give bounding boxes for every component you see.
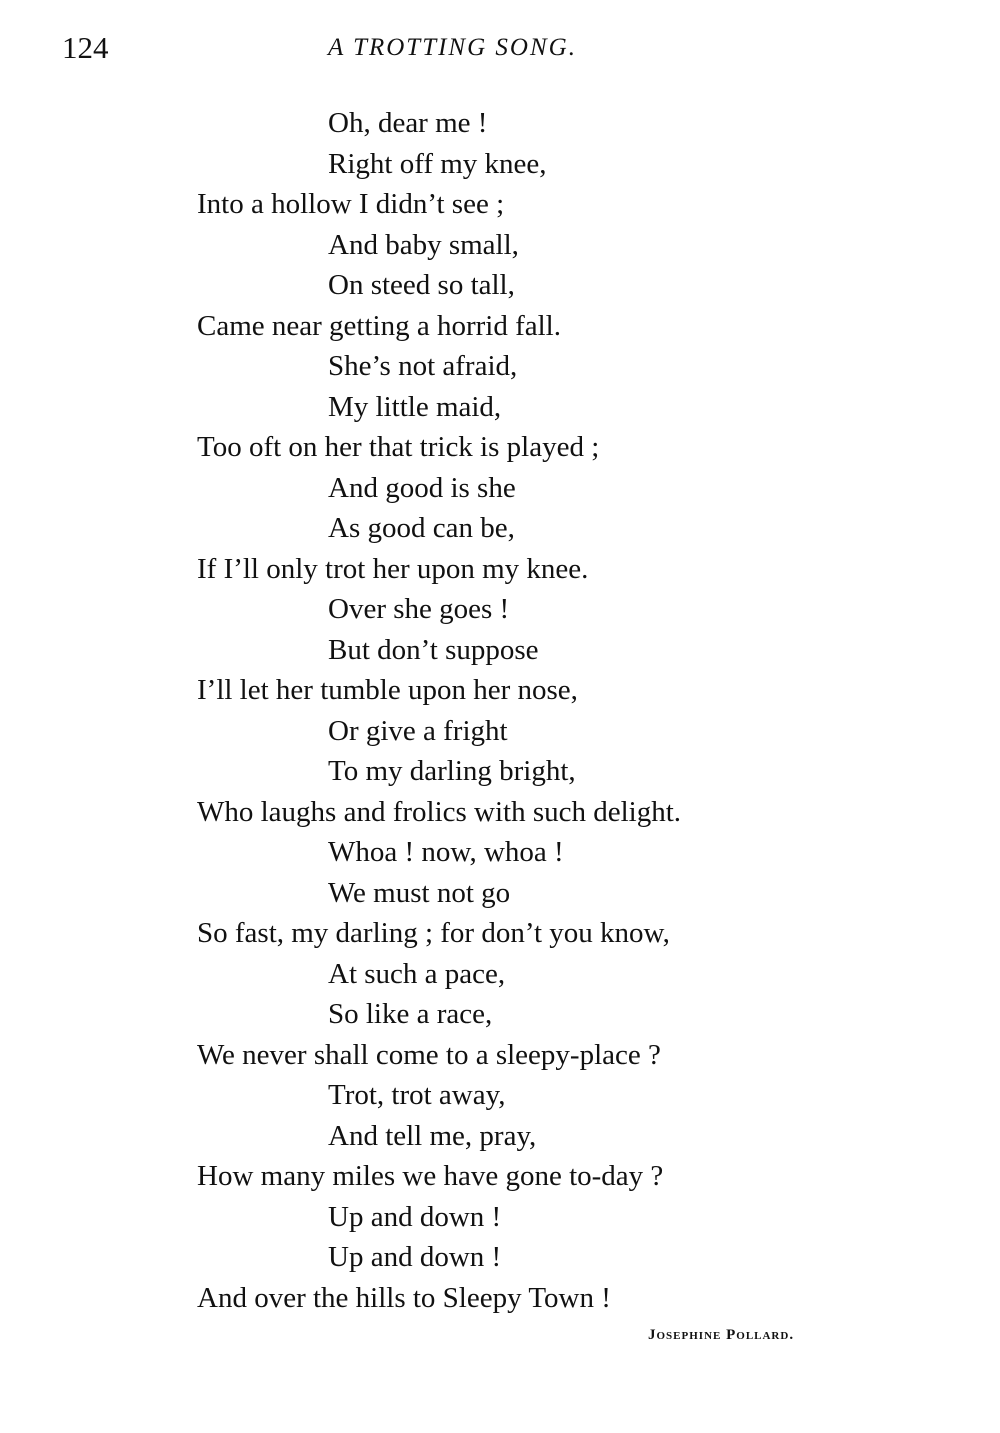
poem-line: Came near getting a horrid fall. (197, 309, 561, 342)
poem-line: Who laughs and frolics with such delight. (197, 795, 682, 828)
poem-line: Whoa ! now, whoa ! (328, 836, 564, 868)
poem-line: Up and down ! (328, 1241, 502, 1273)
running-head: A TROTTING SONG. (328, 34, 577, 61)
poem-line: Trot, trot away, (328, 1079, 506, 1111)
author-credit: Josephine Pollard. (648, 1327, 795, 1343)
poem-line: So like a race, (328, 998, 493, 1030)
page-number: 124 (62, 30, 109, 65)
poem-line: As good can be, (328, 512, 515, 544)
poem-line: I’ll let her tumble upon her nose, (197, 674, 578, 706)
poem (197, 103, 917, 1318)
poem-line: On steed so tall, (328, 269, 515, 301)
poem-line: Over she goes ! (328, 593, 510, 625)
poem-line: So fast, my darling ; for don’t you know, (197, 917, 670, 949)
poem-line: Oh, dear me ! (328, 107, 488, 139)
poem-line: Too oft on her that trick is played ; (197, 431, 600, 463)
poem-line: She’s not afraid, (328, 350, 518, 382)
poem-line: At such a pace, (328, 957, 506, 990)
poem-line: Or give a fright (328, 714, 508, 747)
poem-line: And baby small, (328, 228, 519, 261)
poem-line: Right off my knee, (328, 147, 547, 180)
poem-line: But don’t suppose (328, 633, 539, 666)
poem-line: We never shall come to a sleepy-place ? (197, 1038, 661, 1071)
poem-line: Into a hollow I didn’t see ; (197, 188, 505, 220)
poem-line: And tell me, pray, (328, 1119, 537, 1152)
poem-line: And good is she (328, 471, 516, 504)
poem-line: How many miles we have gone to-day ? (197, 1160, 664, 1192)
poem-line: And over the hills to Sleepy Town ! (197, 1281, 611, 1314)
poem-line: We must not go (328, 876, 511, 909)
poem-line: My little maid, (328, 390, 502, 423)
poem-line: To my darling bright, (328, 755, 576, 787)
poem-line: Up and down ! (328, 1200, 502, 1233)
poem-line: If I’ll only trot her upon my knee. (197, 552, 589, 585)
